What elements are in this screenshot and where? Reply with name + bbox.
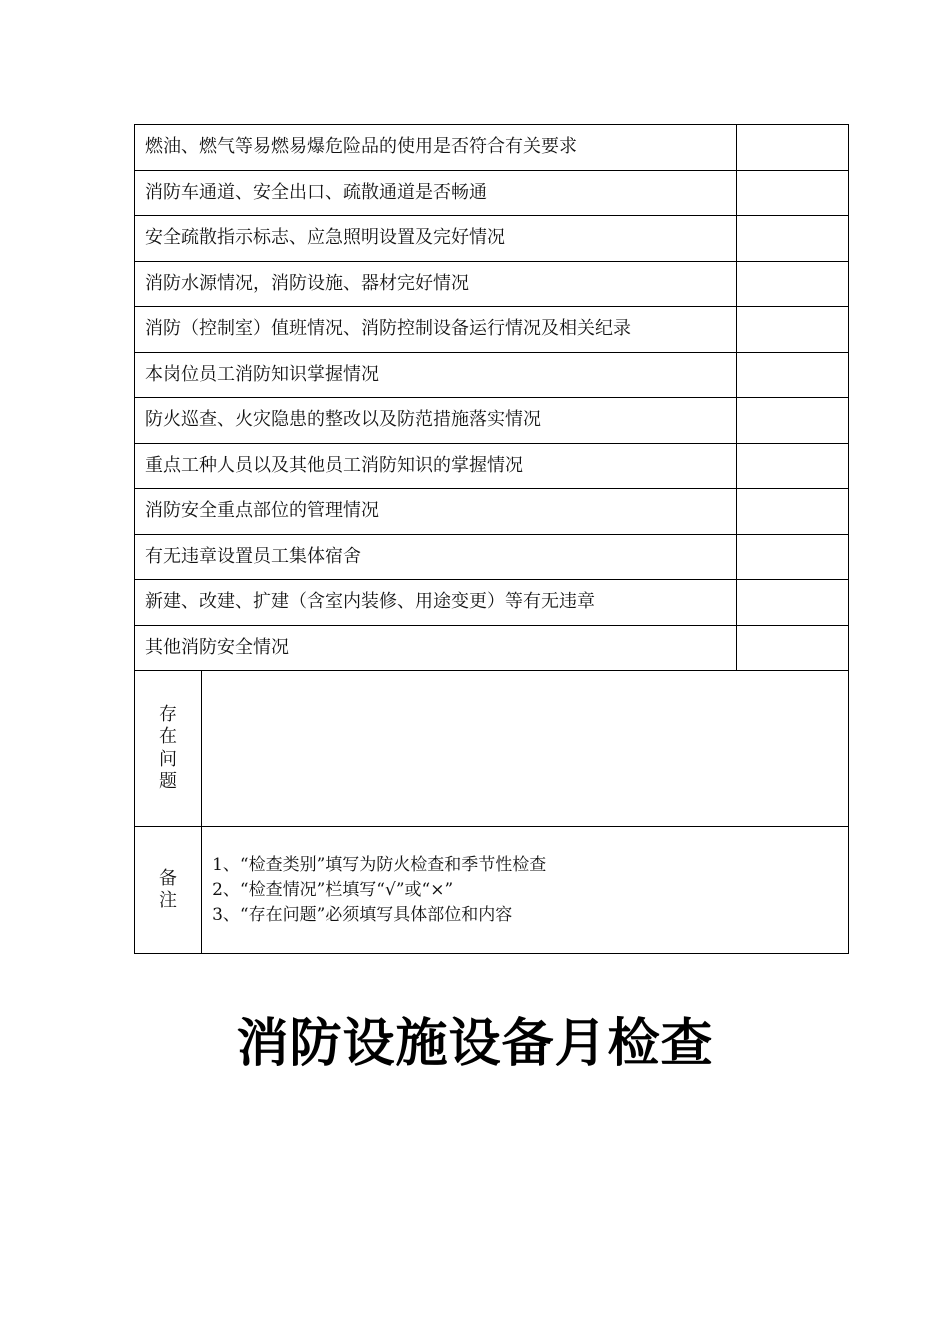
check-result-cell[interactable] [736, 216, 848, 262]
table-row [135, 352, 849, 398]
problems-content-cell[interactable] [202, 671, 849, 827]
table-row [135, 534, 849, 580]
table-row [135, 307, 849, 353]
check-result-cell[interactable] [736, 261, 848, 307]
check-item-label: 安全疏散指示标志、应急照明设置及完好情况 [135, 216, 737, 262]
table-row [135, 216, 849, 262]
check-result-cell[interactable] [736, 125, 848, 171]
problems-label: 存在问题 [159, 703, 178, 792]
check-item-label: 有无违章设置员工集体宿舍 [135, 534, 737, 580]
table-row [135, 489, 849, 535]
check-item-label: 燃油、燃气等易燃易爆危险品的使用是否符合有关要求 [135, 125, 737, 171]
table-row [135, 398, 849, 444]
table-row [135, 580, 849, 626]
page-title: 消防设施设备月检查 [236, 1014, 714, 1074]
check-result-cell[interactable] [736, 625, 848, 671]
check-item-label: 消防安全重点部位的管理情况 [135, 489, 737, 535]
table-row [135, 625, 849, 671]
check-item-label: 消防水源情况，消防设施、器材完好情况 [135, 261, 737, 307]
table-row [135, 261, 849, 307]
check-result-cell[interactable] [736, 352, 848, 398]
table-row [135, 443, 849, 489]
note-line: 2、“检查情况”栏填写“√”或“×” [212, 879, 454, 900]
check-item-label: 新建、改建、扩建（含室内装修、用途变更）等有无违章 [135, 580, 737, 626]
check-result-cell[interactable] [736, 307, 848, 353]
check-item-label: 重点工种人员以及其他员工消防知识的掌握情况 [135, 443, 737, 489]
problems-label-cell [135, 671, 202, 827]
check-result-cell[interactable] [736, 170, 848, 216]
note-line: 1、“检查类别”填写为防火检查和季节性检查 [212, 854, 547, 875]
problems-row [135, 671, 849, 827]
check-result-cell[interactable] [736, 443, 848, 489]
check-result-cell[interactable] [736, 534, 848, 580]
check-result-cell[interactable] [736, 580, 848, 626]
notes-row [135, 827, 849, 954]
notes-label: 备注 [159, 867, 178, 911]
check-item-label: 其他消防安全情况 [135, 625, 737, 671]
note-line: 3、“存在问题”必须填写具体部位和内容 [212, 904, 513, 925]
check-item-label: 本岗位员工消防知识掌握情况 [135, 352, 737, 398]
inspection-table [134, 124, 849, 954]
table-row [135, 125, 849, 171]
check-result-cell[interactable] [736, 489, 848, 535]
check-item-label: 消防（控制室）值班情况、消防控制设备运行情况及相关纪录 [135, 307, 737, 353]
check-item-label: 防火巡查、火灾隐患的整改以及防范措施落实情况 [135, 398, 737, 444]
check-item-label: 消防车通道、安全出口、疏散通道是否畅通 [135, 170, 737, 216]
check-result-cell[interactable] [736, 398, 848, 444]
notes-content-cell [202, 827, 849, 954]
notes-label-cell [135, 827, 202, 954]
table-row [135, 170, 849, 216]
